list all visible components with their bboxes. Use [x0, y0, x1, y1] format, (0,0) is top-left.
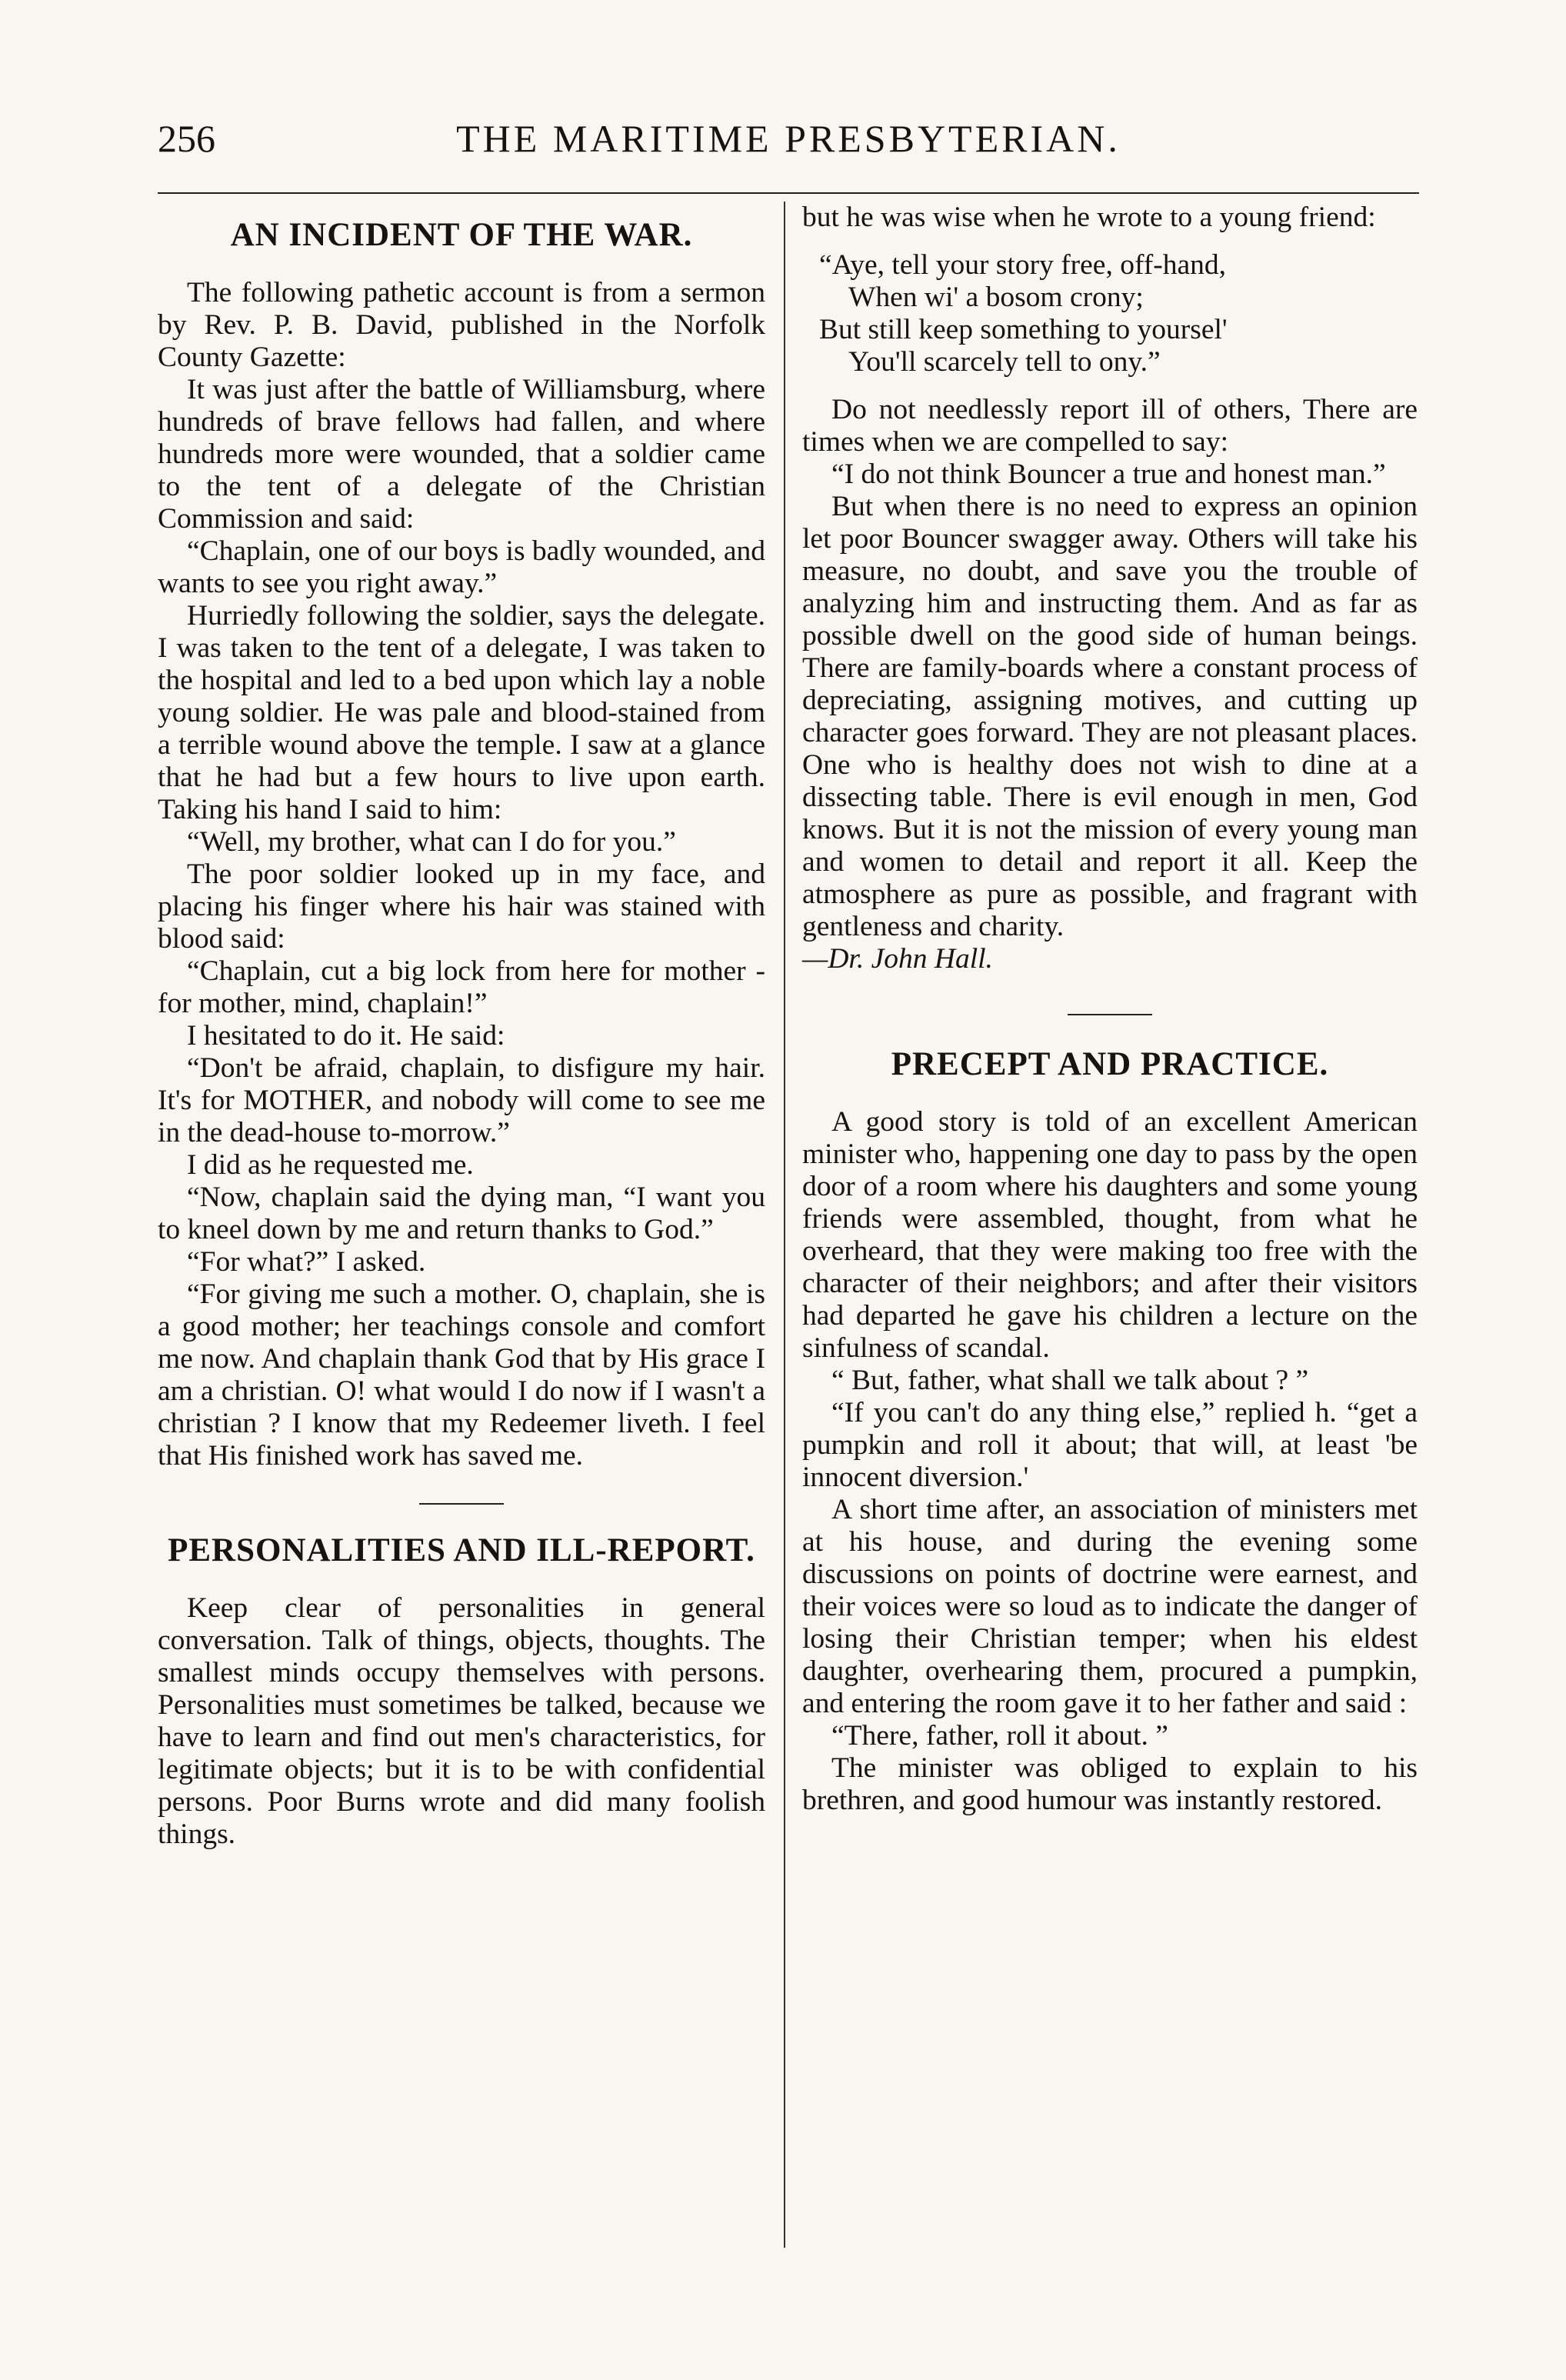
running-title: THE MARITIME PRESBYTERIAN.	[456, 117, 1121, 160]
article-paragraph: A short time after, an association of ministers met at his house, and during the evening some discussions on points of doctrine were earnest, and their voices were so loud as to indicate the danger of losing their Christian temper; when his eldest daughter, overhearing them, procured a pumpkin, and entering the room gave it to her father and said :	[802, 1494, 1418, 1719]
left-column	[158, 202, 765, 1851]
article-title-precept-and-practice: PRECEPT AND PRACTICE.	[891, 1046, 1329, 1082]
article-paragraph: A good story is told of an excellent American minister who, happening one day to pass by the open door of a room where his daughters and some young friends were assembled, thought, from what he overheard, that they were making too free with the character of their neighbors; and after their visitors had departed he gave his children a lecture on the sinfulness of scandal.	[802, 1106, 1418, 1364]
article-paragraph: “Well, my brother, what can I do for you.”	[187, 826, 676, 858]
article-paragraph: The following pathetic account is from a sermon by Rev. P. B. David, published in the Norfolk County Gazette:	[158, 277, 765, 373]
section-separator	[1068, 1014, 1152, 1015]
page-header	[158, 115, 1419, 169]
article-paragraph: but he was wise when he wrote to a young friend:	[802, 202, 1376, 233]
article-paragraph: Keep clear of personalities in general conversation. Talk of things, objects, thoughts. The smallest minds occupy themselves with persons. Personalities must sometimes be talked, because we have to learn and find out men's characteristics, for legitimate objects; but it is to be with confidential persons. Poor Burns wrote and did many foolish things.	[158, 1592, 765, 1850]
article-paragraph: “If you can't do any thing else,” replied h. “get a pumpkin and roll it about; that will, at least 'be innocent diversion.'	[802, 1397, 1418, 1493]
article-paragraph: “For giving me such a mother. O, chaplain, she is a good mother; her teachings console and comfort me now. And chaplain thank God that by His grace I am a christian. O! what would I do now if I wasn't a christian ? I know that my Redeemer liveth. I feel that His finished work has saved me.	[158, 1278, 765, 1472]
article-paragraph: Hurriedly following the soldier, says the delegate. I was taken to the tent of a delegate, I was taken to the hospital and led to a bed upon which lay a noble young soldier. He was pale and blood-stained from a terrible wound above the temple. I saw at a glance that he had but a few hours to live upon earth. Taking his hand I said to him:	[158, 600, 765, 825]
article-paragraph: “I do not think Bouncer a true and honest man.”	[831, 458, 1386, 490]
verse-line: “Aye, tell your story free, off-hand,	[819, 249, 1227, 281]
article-paragraph: The minister was obliged to explain to his brethren, and good humour was instantly restored.	[802, 1752, 1418, 1816]
right-column	[802, 202, 1418, 1817]
article-paragraph: I hesitated to do it. He said:	[187, 1020, 505, 1052]
article-paragraph: “There, father, roll it about. ”	[831, 1720, 1168, 1752]
article-paragraph: But when there is no need to express an opinion let poor Bouncer swagger away. Others will take his measure, no doubt, and save you the trouble of analyzing him and instructing them. And as far as possible dwell on the good side of human beings. There are family-boards where a constant process of depreciating, assigning motives, and cutting up character goes forward. They are not pleasant places. One who is healthy does not wish to dine at a dissecting table. There is evil enough in men, God knows. But it is not the mission of every young man and women to detail and report it all. Keep the atmosphere as pure as possible, and fragrant with gentleness and charity.	[802, 491, 1418, 942]
article-paragraph: “Don't be afraid, chaplain, to disfigure my hair. It's for MOTHER, and nobody will come to see me in the dead-house to-morrow.”	[158, 1052, 765, 1148]
article-paragraph: “For what?” I asked.	[187, 1246, 426, 1278]
article-paragraph: It was just after the battle of Williamsburg, where hundreds of brave fellows had fallen, and where hundreds more were wounded, that a soldier came to the tent of a delegate of the Christian Commission and said:	[158, 374, 765, 535]
article-paragraph: Do not needlessly report ill of others, There are times when we are compelled to say:	[802, 394, 1418, 458]
verse-line: When wi' a bosom crony;	[848, 282, 1144, 313]
article-title-personalities: PERSONALITIES AND ILL-REPORT.	[168, 1532, 755, 1568]
article-paragraph: “Chaplain, cut a big lock from here for mother -for mother, mind, chaplain!”	[158, 955, 765, 1019]
article-paragraph: “Now, chaplain said the dying man, “I want you to kneel down by me and return thanks to God.”	[158, 1182, 765, 1245]
article-title-incident-of-the-war: AN INCIDENT OF THE WAR.	[230, 217, 693, 253]
verse-line: You'll scarcely tell to ony.”	[848, 346, 1161, 378]
article-paragraph: The poor soldier looked up in my face, and placing his finger where his hair was stained with blood said:	[158, 858, 765, 955]
signature: —Dr. John Hall.	[802, 943, 993, 975]
article-paragraph: I did as he requested me.	[187, 1149, 474, 1181]
section-separator	[419, 1503, 504, 1505]
poem-quote	[802, 249, 1418, 378]
article-paragraph: “Chaplain, one of our boys is badly wounded, and wants to see you right away.”	[158, 535, 765, 599]
page-number: 256	[158, 117, 215, 160]
verse-line: But still keep something to yoursel'	[819, 314, 1228, 345]
column-divider	[784, 202, 785, 2248]
header-rule	[158, 192, 1419, 194]
article-paragraph: “ But, father, what shall we talk about ? ”	[831, 1365, 1309, 1396]
